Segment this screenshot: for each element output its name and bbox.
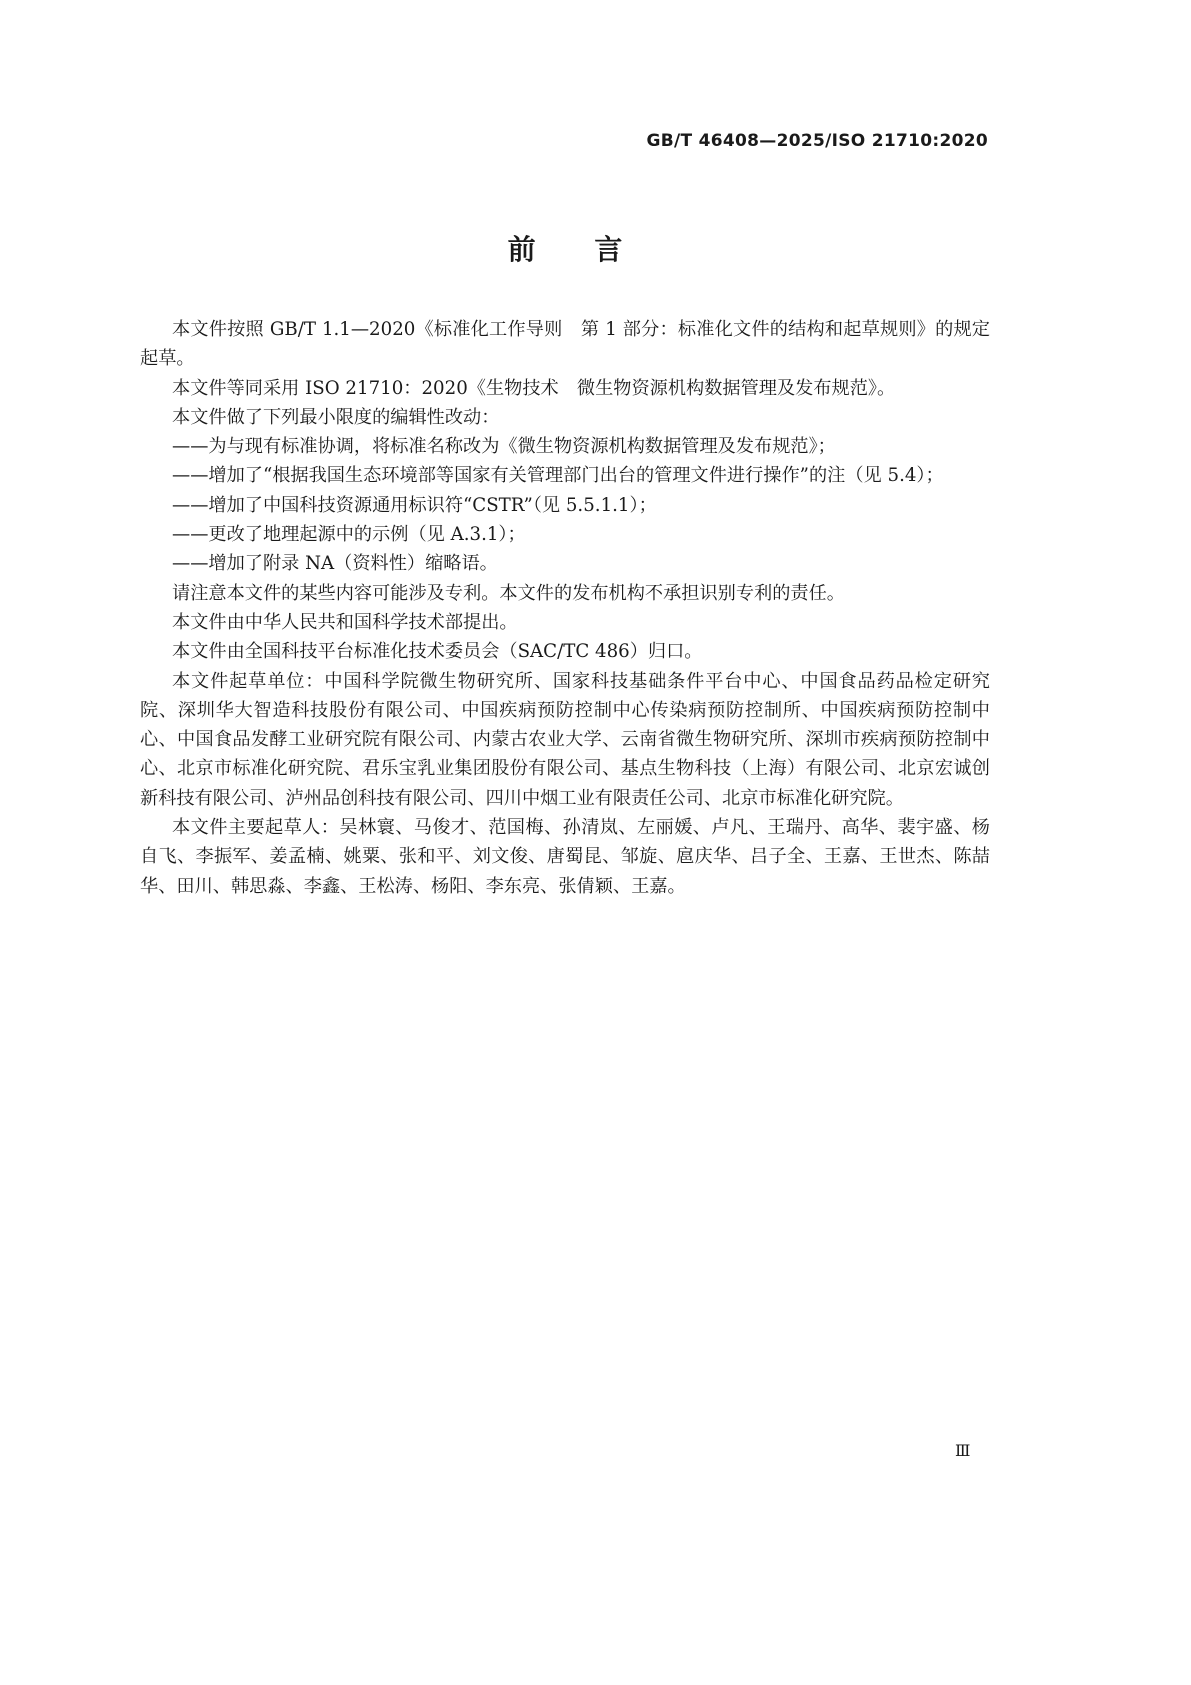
- patent-notice-paragraph: 请注意本文件的某些内容可能涉及专利。本文件的发布机构不承担识别专利的责任。: [172, 582, 845, 604]
- editorial-change-item: ——增加了附录 NA（资料性）缩略语。: [172, 553, 498, 575]
- adoption-paragraph: 本文件等同采用 ISO 21710：2020《生物技术 微生物资源机构数据管理及发布规范》。: [172, 377, 896, 399]
- standard-number-header: GB/T 46408—2025/ISO 21710:2020: [646, 131, 988, 151]
- page-number: Ⅲ: [955, 1441, 971, 1460]
- drafting-units-paragraph: 本文件起草单位：中国科学院微生物研究所、国家科技基础条件平台中心、中国食品药品检定研究院、深圳华大智造科技股份有限公司、中国疾病预防控制中心传染病预防控制所、中国疾病预防控制中心、中国食品发酵工业研究院有限公司、内蒙古农业大学、云南省微生物研究所、深圳市疾病预防控制中心、北京市标准化研究院、君乐宝乳业集团股份有限公司、基点生物科技（上海）有限公司、北京宏诚创新科技有限公司、泸州品创科技有限公司、四川中烟工业有限责任公司、北京市标准化研究院。: [140, 670, 990, 809]
- foreword-title: 前 言: [507, 233, 638, 266]
- proposer-paragraph: 本文件由中华人民共和国科学技术部提出。: [172, 611, 518, 633]
- editorial-change-item: ——增加了“根据我国生态环境部等国家有关管理部门出台的管理文件进行操作”的注（见 5.4）；: [172, 465, 944, 487]
- editorial-changes-intro: 本文件做了下列最小限度的编辑性改动：: [172, 406, 500, 428]
- editorial-change-item: ——增加了中国科技资源通用标识符“CSTR”（见 5.5.1.1）；: [172, 494, 657, 516]
- technical-committee-paragraph: 本文件由全国科技平台标准化技术委员会（SAC/TC 486）归口。: [172, 641, 703, 663]
- editorial-change-item: ——为与现有标准协调，将标准名称改为《微生物资源机构数据管理及发布规范》；: [172, 436, 836, 458]
- drafting-rule-paragraph: 本文件按照 GB/T 1.1—2020《标准化工作导则 第 1 部分：标准化文件的结构和起草规则》的规定起草。: [140, 319, 990, 370]
- foreword-body: [140, 315, 990, 901]
- editorial-change-item: ——更改了地理起源中的示例（见 A.3.1）；: [172, 524, 526, 546]
- drafters-paragraph: 本文件主要起草人：吴林寰、马俊才、范国梅、孙清岚、左丽媛、卢凡、王瑞丹、高华、裴宇盛、杨自飞、李振军、姜孟楠、姚粟、张和平、刘文俊、唐蜀昆、邹旋、扈庆华、吕子全、王嘉、王世杰、陈喆华、田川、韩思淼、李鑫、王松涛、杨阳、李东亮、张倩颖、王嘉。: [140, 817, 990, 897]
